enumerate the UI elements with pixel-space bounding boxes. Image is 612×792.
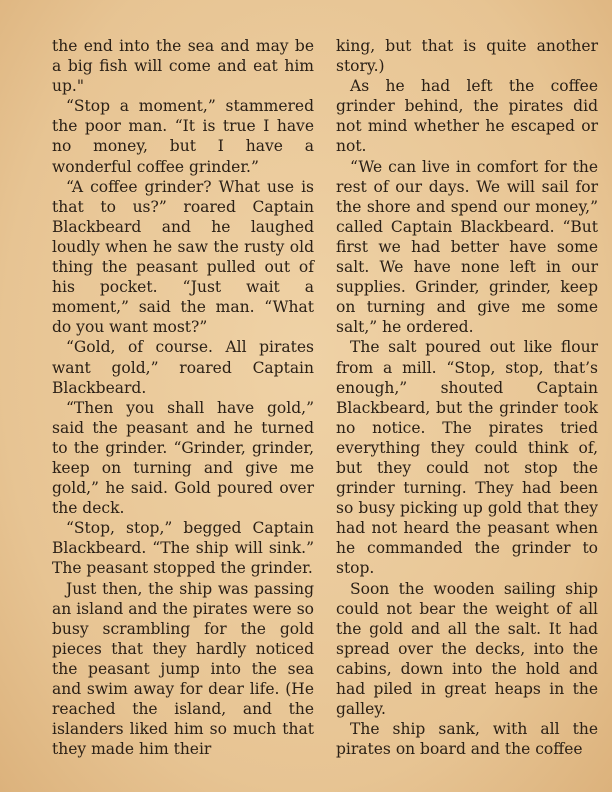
paragraph: The ship sank, with all the pirates on board and the coffee	[336, 720, 598, 759]
right-column	[336, 36, 598, 759]
paragraph: the end into the sea and may be a big fish will come and eat him up."	[52, 37, 314, 96]
paragraph: “A coffee grinder? What use is that to us?” roared Captain Blackbeard and he laughed loudly when he saw the rusty old thing the peasant pulled out of his pocket. “Just wait a moment,” said the man. “What do you want most?”	[52, 177, 314, 337]
paragraph: As he had left the coffee grinder behind, the pirates did not mind whether he escaped or not.	[336, 77, 598, 156]
paragraph: “Stop, stop,” begged Captain Blackbeard. “The ship will sink.” The peasant stopped the grinder.	[52, 519, 314, 578]
left-column	[52, 36, 314, 759]
paragraph: “We can live in comfort for the rest of our days. We will sail for the shore and spend our money,” called Captain Blackbeard. “But first we had better have some salt. We have none left in our supplies. Grinder, grinder, keep on turning and give me some salt,” he ordered.	[336, 157, 598, 337]
paragraph: “Then you shall have gold,” said the peasant and he turned to the grinder. “Grinder, grinder, keep on turning and give me gold,” he said. Gold poured over the deck.	[52, 398, 314, 518]
paragraph: king, but that is quite another story.)	[336, 37, 598, 76]
paragraph: “Gold, of course. All pirates want gold,” roared Captain Blackbeard.	[52, 338, 314, 397]
paragraph: “Stop a moment,” stammered the poor man. “It is true I have no money, but I have a wonderful coffee grinder.”	[52, 97, 314, 176]
paragraph: Just then, the ship was passing an island and the pirates were so busy scrambling for the gold pieces that they hardly noticed the peasant jump into the sea and swim away for dear life. (He reached the island, and the islanders liked him so much that they made him their	[52, 579, 314, 759]
paragraph: The salt poured out like flour from a mill. “Stop, stop, that’s enough,” shouted Captain Blackbeard, but the grinder took no notice. The pirates tried everything they could think of, but they could not stop the grinder turning. They had been so busy picking up gold that they had not heard the peasant when he commanded the grinder to stop.	[336, 338, 598, 578]
paragraph: Soon the wooden sailing ship could not bear the weight of all the gold and all the salt. It had spread over the decks, into the cabins, down into the hold and had piled in great heaps in the galley.	[336, 579, 598, 719]
